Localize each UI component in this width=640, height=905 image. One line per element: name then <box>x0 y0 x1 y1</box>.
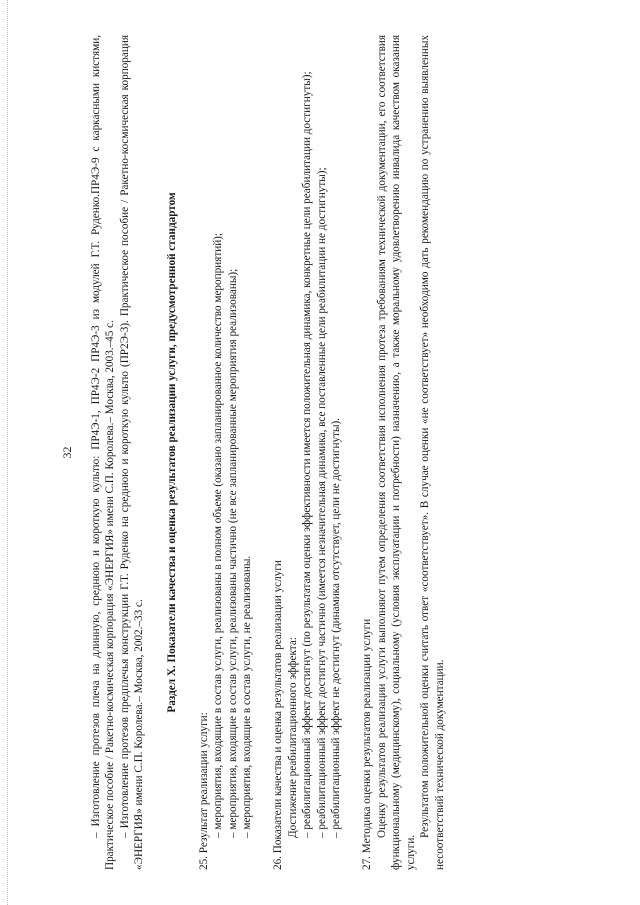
item-26-subtitle: Достижение реабилитационного эффекта: <box>286 637 299 838</box>
reference-item: – Изготовление протезов предплечья конструкции Г.Т. Руденко на среднюю и короткую культю (ПР2Э-3). Практическое пособие / Ракетно-космическая корпорация «ЭНЕРГИЯ» имени С.П. Королева.– Москва, 2002.–33 с. <box>118 35 146 870</box>
list-item: – мероприятия, входящие в состав услуги, не реализованы. <box>241 555 254 838</box>
item-26 <box>271 35 344 870</box>
paragraph: Результатом положительной оценки считать ответ «соответствует». В случае оценки «не соответствует» необходимо дать рекомендацию по устранению выявленных несоответствий технической документации. <box>419 35 446 870</box>
references-block <box>89 35 147 870</box>
paragraph: Оценку результатов реализации услуги выполняют путем определения соответствия исполнения протеза требованиям технической документации, его соответствия функциональному (медицинскому), социальному (условия эксплуатации и потребности) назначению, а также моральному удовлетворению инвалида качеством оказания услуги. <box>375 35 417 870</box>
item-25-title: 25. Результат реализации услуги: <box>197 712 210 870</box>
item-25 <box>197 35 255 870</box>
section-heading: Раздел X. Показатели качества и оценка результатов реализации услуги, предусмотренной стандартом <box>165 192 178 713</box>
item-27 <box>360 35 448 870</box>
document-page <box>60 35 460 870</box>
list-item: – реабилитационный эффект не достигнут (динамика отсутствует, цели не достигнуты). <box>330 418 343 838</box>
list-item: – мероприятия, входящие в состав услуги, реализованы частично (не все запланированные мероприятия реализованы); <box>226 268 239 838</box>
list-item: – реабилитационный эффект достигнут (по результатам оценки эффективности имеется положительная динамика, конкретные цели реабилитации достигнуты); <box>301 71 314 838</box>
scan-edge-artifact <box>7 0 8 905</box>
list-item: – реабилитационный эффект достигнут частично (имеется незначительная динамика, все поставленные цели реабилитации не достигнуты); <box>315 167 328 838</box>
reference-item: – Изготовление протезов плеча на длинную, среднюю и короткую культю: ПР4Э-1, ПР4Э-2 ПР4Э-3 из модулей Г.Т. Руденко.ПР4Э-9 с каркасными кистями, Практическое пособие / Ракетно-космическая корпорация «ЭНЕРГИЯ» имени С.П. Королева.– Москва, 2003.–45 с. <box>89 35 117 870</box>
page-number: 32 <box>60 446 74 459</box>
item-27-title: 27. Методика оценки результатов реализации услуги <box>360 618 373 870</box>
item-26-title: 26. Показатели качества и оценка результатов реализации услуги <box>271 560 284 870</box>
list-item: – мероприятия, входящие в состав услуги, реализованы в полном объеме (оказано запланированное количество мероприятий); <box>212 232 225 838</box>
